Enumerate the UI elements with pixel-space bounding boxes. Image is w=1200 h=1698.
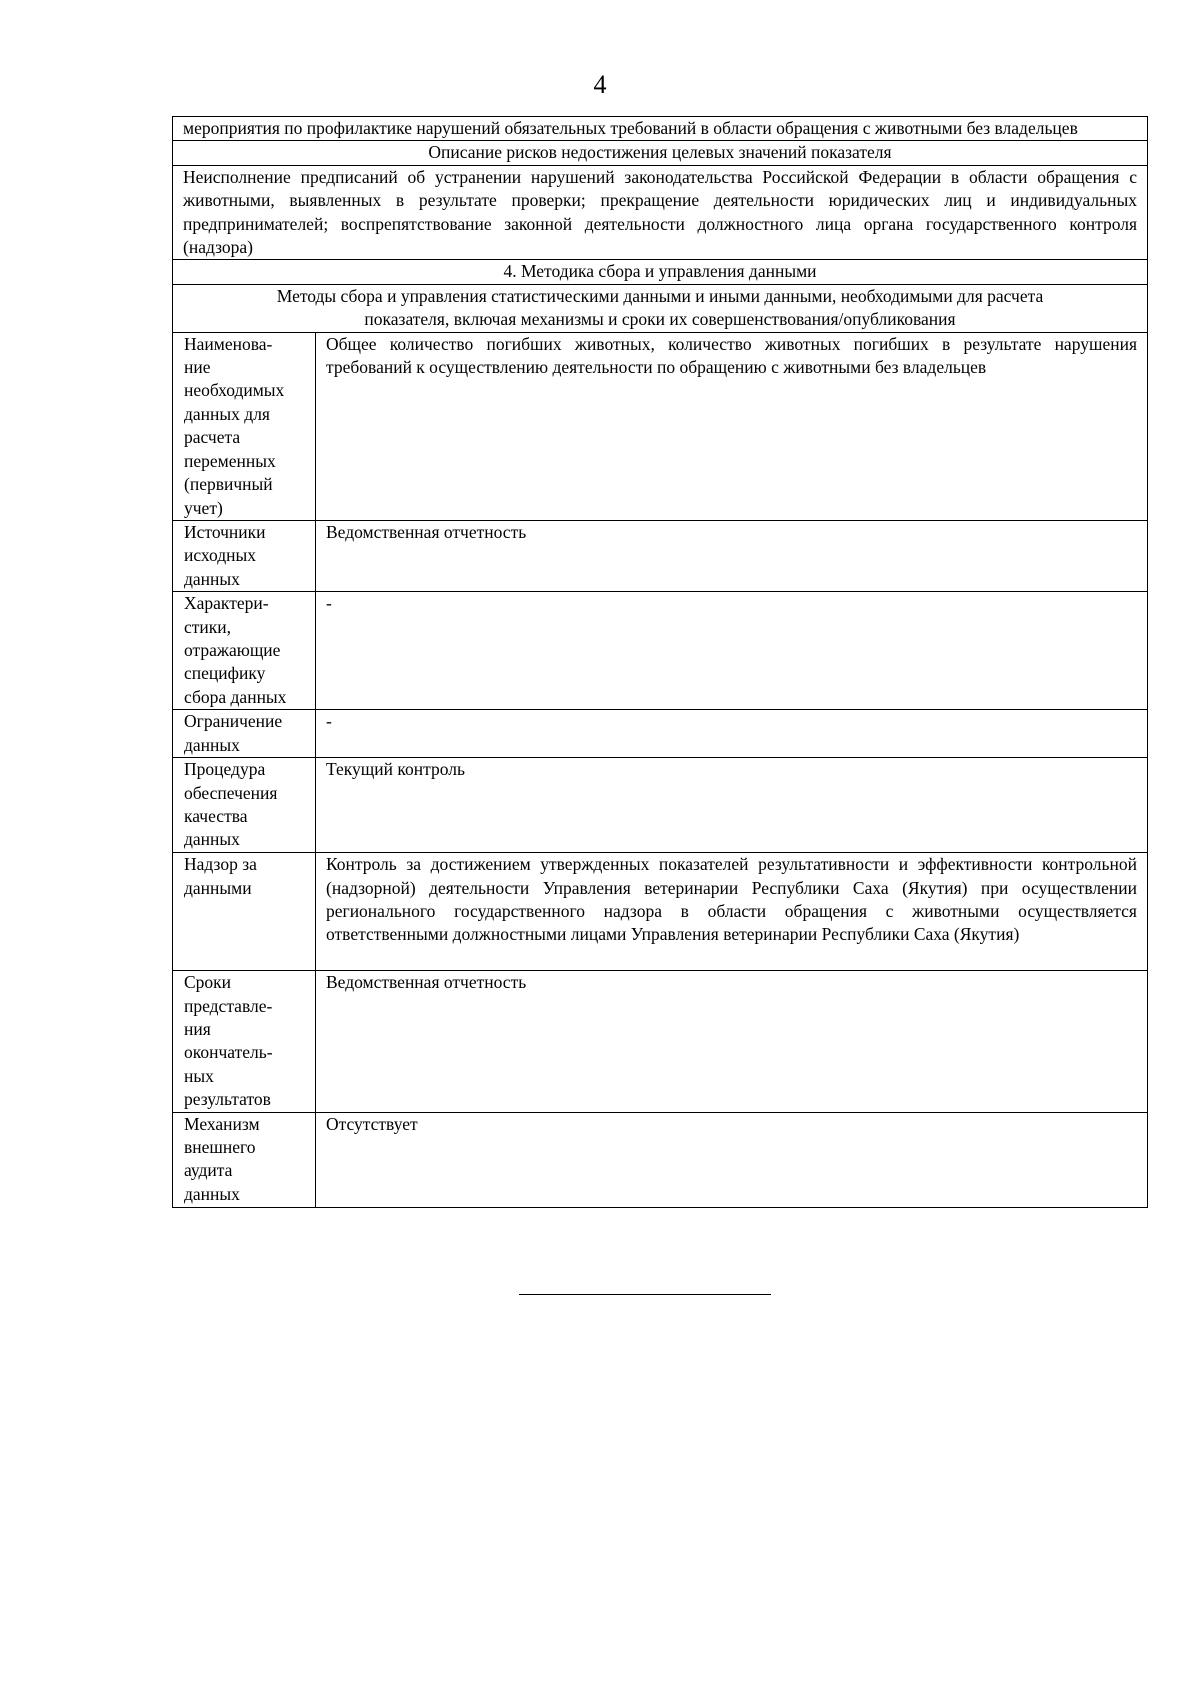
closing-rule: [519, 1294, 771, 1295]
row-label: [173, 758, 316, 853]
label-line: переменных: [184, 450, 276, 471]
table-row: [173, 971, 1148, 1112]
table-row: [173, 141, 1148, 165]
row-value: Отсутствует: [316, 1112, 1148, 1207]
label-line: отражающие: [184, 639, 281, 660]
row-value: Ведомственная отчетность: [316, 520, 1148, 591]
row-label: [173, 1112, 316, 1207]
table-row: [173, 332, 1148, 520]
label-line: обеспечения: [184, 782, 278, 803]
section-heading: 4. Методика сбора и управления данными: [173, 260, 1148, 284]
label-line: ния: [184, 1018, 211, 1039]
label-line: расчета: [184, 427, 241, 448]
label-line: (первичный: [184, 474, 273, 495]
row-value: Общее количество погибших животных, количество животных погибших в результате нарушения требований к осуществлению деятельности по обращению с животными без владельцев: [316, 332, 1148, 520]
label-line: ние: [184, 357, 211, 378]
intro-cell: мероприятия по профилактике нарушений обязательных требований в области обращения с животными без владельцев: [173, 117, 1148, 141]
label-line: Механизм: [184, 1113, 260, 1134]
label-line: данных: [184, 1183, 240, 1204]
label-line: Характери-: [184, 593, 269, 614]
label-line: ных: [184, 1065, 214, 1086]
table-row: [173, 592, 1148, 710]
table-row: [173, 758, 1148, 853]
label-line: исходных: [184, 545, 257, 566]
label-line: Ограничение: [184, 711, 283, 732]
label-line: Сроки: [184, 972, 232, 993]
table-row: [173, 853, 1148, 971]
row-label: [173, 971, 316, 1112]
label-line: данных: [184, 734, 240, 755]
label-line: окончатель-: [184, 1042, 273, 1063]
label-line: данными: [184, 877, 252, 898]
label-line: Процедура: [184, 759, 266, 780]
page-number: 4: [593, 70, 607, 99]
label-line: Наименова-: [184, 333, 273, 354]
label-line: стики,: [184, 616, 232, 637]
table-row: [173, 117, 1148, 141]
row-label: [173, 332, 316, 520]
row-value: Контроль за достижением утвержденных показателей результативности и эффективности контрольной (надзорной) деятельности Управления ветеринарии Республики Саха (Якутия) при осуществлении регионального государственного надзора в области обращения с животными осуществляется ответственными должностными лицами Управления ветеринарии Республики Саха (Якутия): [316, 853, 1148, 971]
table-row: [173, 1112, 1148, 1207]
table-row: [173, 165, 1148, 260]
table-row: [173, 710, 1148, 758]
row-label: [173, 710, 316, 758]
row-label: [173, 520, 316, 591]
section-subheading-line-1: Методы сбора и управления статистическими данными и иными данными, необходимыми для расчета: [276, 285, 1044, 306]
label-line: данных: [184, 568, 240, 589]
label-line: сбора данных: [184, 686, 287, 707]
label-line: данных для: [184, 403, 270, 424]
section-subheading: [173, 284, 1148, 332]
row-value: -: [316, 710, 1148, 758]
label-line: необходимых: [184, 380, 285, 401]
label-line: учет): [184, 497, 223, 518]
label-line: результатов: [184, 1089, 271, 1110]
indicator-passport-table: [172, 116, 1148, 1208]
risks-text: Неисполнение предписаний об устранении нарушений законодательства Российской Федерации в области обращения с животными, выявленных в результате проверки; прекращение деятельности юридических лиц и индивидуальных предпринимателей; воспрепятствование законной деятельности должностного лица органа государственного контроля (надзора): [173, 165, 1148, 260]
label-line: аудита: [184, 1160, 233, 1181]
table-row: [173, 284, 1148, 332]
table-row: [173, 260, 1148, 284]
section-subheading-line-2: показателя, включая механизмы и сроки их совершенствования/опубликования: [364, 309, 956, 330]
label-line: внешнего: [184, 1137, 256, 1157]
table-row: [173, 520, 1148, 591]
label-line: представле-: [184, 995, 273, 1016]
row-label: [173, 853, 316, 971]
label-line: Надзор за: [184, 854, 257, 875]
risks-heading: Описание рисков недостижения целевых значений показателя: [173, 141, 1148, 165]
label-line: специфику: [184, 663, 266, 684]
label-line: Источники: [184, 521, 266, 542]
row-value: Ведомственная отчетность: [316, 971, 1148, 1112]
row-label: [173, 592, 316, 710]
label-line: качества: [184, 805, 248, 826]
label-line: данных: [184, 829, 240, 850]
row-value: -: [316, 592, 1148, 710]
row-value: Текущий контроль: [316, 758, 1148, 853]
